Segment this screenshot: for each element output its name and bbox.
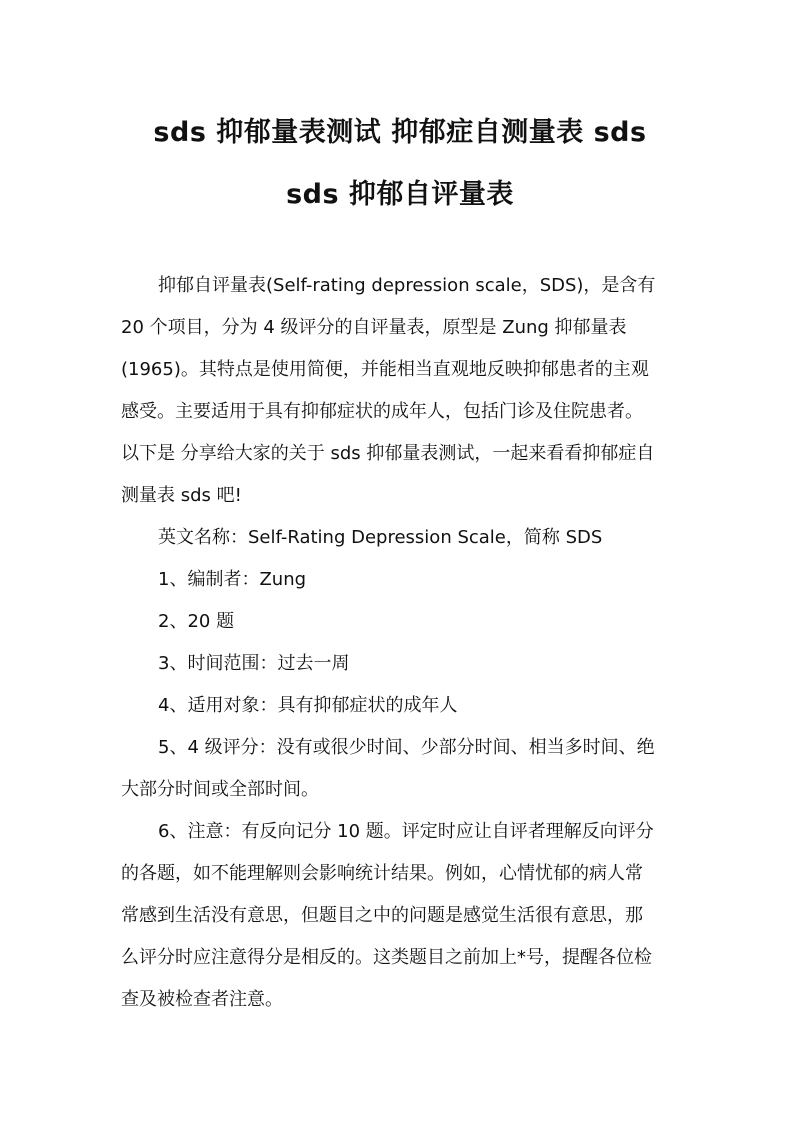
item-note-line: 么评分时应注意得分是相反的。这类题目之前加上*号，提醒各位检 <box>121 947 652 968</box>
item-author: 1、编制者：Zung <box>158 569 307 590</box>
item-note-line: 的各题，如不能理解则会影响统计结果。例如，心情忧郁的病人常 <box>121 863 643 884</box>
intro-line: 以下是 分享给大家的关于 sds 抑郁量表测试，一起来看看抑郁症自 <box>121 443 655 464</box>
item-note-line: 6、注意：有反向记分 10 题。评定时应让自评者理解反向评分 <box>158 821 654 842</box>
item-target: 4、适用对象：具有抑郁症状的成年人 <box>158 695 458 716</box>
item-count: 2、20 题 <box>158 611 235 632</box>
item-time-range: 3、时间范围：过去一周 <box>158 653 350 674</box>
document-body <box>121 272 681 1028</box>
english-name-line: 英文名称：Self-Rating Depression Scale，简称 SDS <box>158 527 603 548</box>
intro-line: 测量表 sds 吧! <box>121 485 242 506</box>
intro-line: 抑郁自评量表(Self-rating depression scale，SDS)，是含有 <box>158 275 656 296</box>
item-rating-line: 大部分时间或全部时间。 <box>121 779 319 800</box>
page-title-line-2: sds 抑郁自评量表 <box>286 179 514 210</box>
item-note-line: 查及被检查者注意。 <box>121 989 283 1010</box>
intro-line: 感受。主要适用于具有抑郁症状的成年人，包括门诊及住院患者。 <box>121 401 643 422</box>
item-note-line: 常感到生活没有意思，但题目之中的问题是感觉生活很有意思，那 <box>121 905 643 926</box>
intro-line: 20 个项目，分为 4 级评分的自评量表，原型是 Zung 抑郁量表 <box>121 317 627 338</box>
page-title-line-1: sds 抑郁量表测试 抑郁症自测量表 sds <box>153 117 647 148</box>
intro-line: (1965)。其特点是使用简便，并能相当直观地反映抑郁患者的主观 <box>121 359 649 380</box>
item-rating-line: 5、4 级评分：没有或很少时间、少部分时间、相当多时间、绝 <box>158 737 655 758</box>
